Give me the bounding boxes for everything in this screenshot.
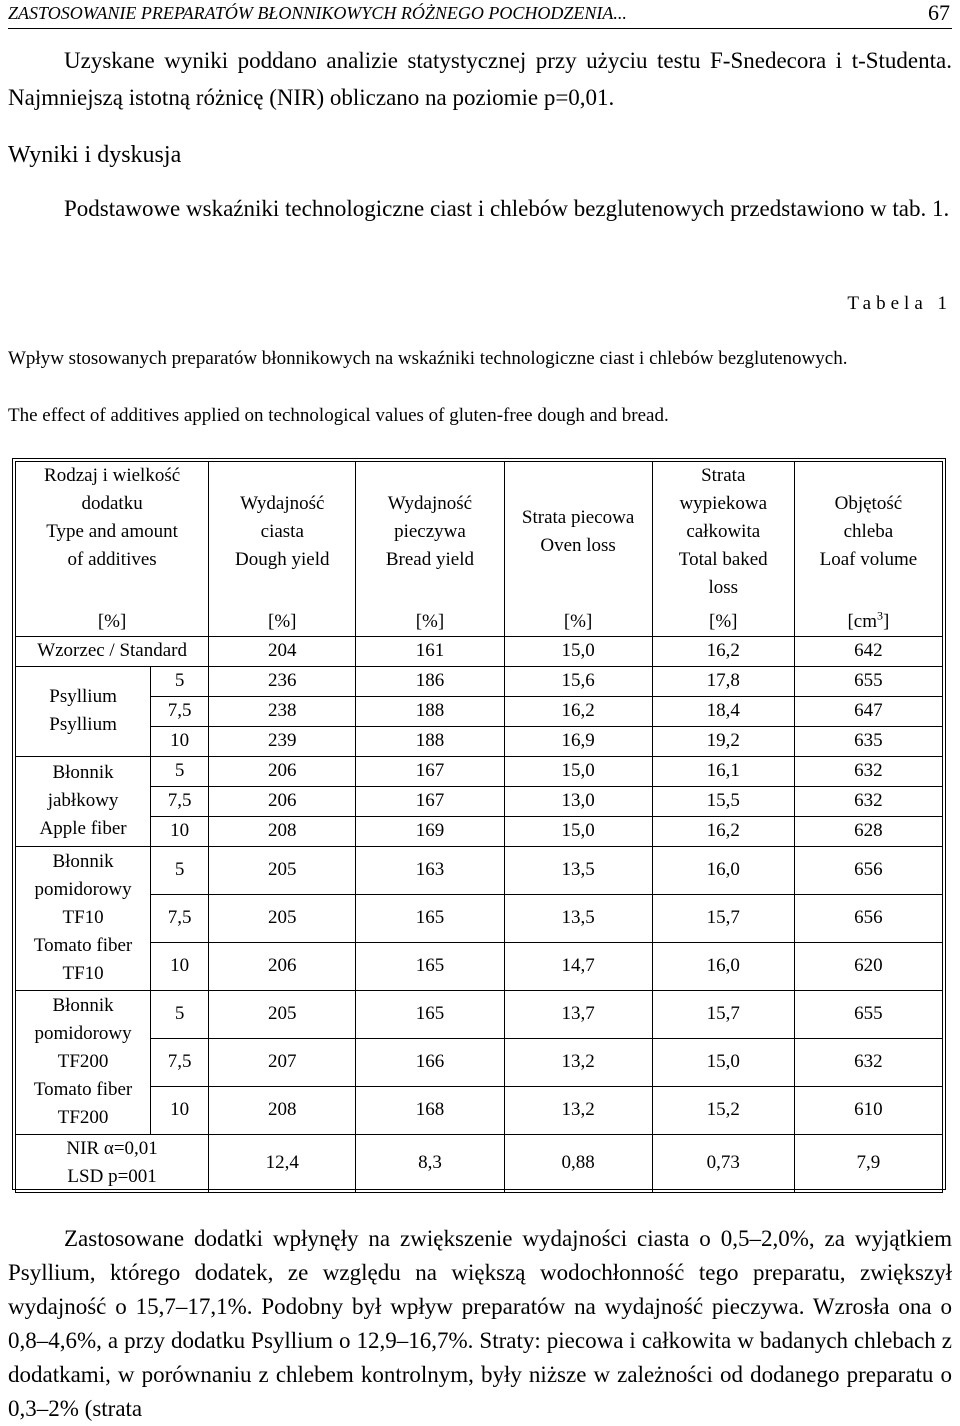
- col-header-oven-loss: Strata piecowa Oven loss: [504, 462, 652, 603]
- table-cell: 642: [794, 636, 942, 666]
- table-cell: 207: [209, 1038, 356, 1086]
- table-cell: 204: [209, 636, 356, 666]
- amount-cell: 10: [151, 726, 209, 756]
- table-cell: 15,0: [504, 816, 652, 846]
- table-cell: 19,2: [652, 726, 794, 756]
- table-row: [16, 1086, 943, 1134]
- table-cell: 15,7: [652, 990, 794, 1038]
- table-cell: 161: [356, 636, 504, 666]
- table-row-standard: [16, 636, 943, 666]
- table-row-lsd: [16, 1134, 943, 1192]
- table-cell: 655: [794, 990, 942, 1038]
- running-header: [8, 0, 952, 29]
- results-table-frame: [12, 458, 946, 1190]
- section-paragraph: [8, 190, 952, 227]
- table-caption-pl: Wpływ stosowanych preparatów błonnikowych na wskaźniki technologiczne ciast i chlebów bezglutenowych.: [8, 348, 848, 369]
- table-cell: 13,2: [504, 1086, 652, 1134]
- table-cell: 17,8: [652, 666, 794, 696]
- col-header-dough-yield: Wydajność ciasta Dough yield: [209, 462, 356, 603]
- unit-cell: [%]: [652, 602, 794, 636]
- table-cell: 656: [794, 894, 942, 942]
- table-cell: 208: [209, 1086, 356, 1134]
- table-row: [16, 894, 943, 942]
- unit-cell: [%]: [209, 602, 356, 636]
- amount-cell: 5: [151, 756, 209, 786]
- table-cell: 205: [209, 894, 356, 942]
- table-cell: 167: [356, 756, 504, 786]
- table-cell: 620: [794, 942, 942, 990]
- col-header-bread-yield: Wydajność pieczywa Bread yield: [356, 462, 504, 603]
- table-cell: 206: [209, 756, 356, 786]
- table-cell: 632: [794, 756, 942, 786]
- table-row: [16, 726, 943, 756]
- page-number: 67: [928, 0, 950, 25]
- group-label-tomato-fiber-tf200: Błonnik pomidorowy TF200 Tomato fiber TF200: [16, 990, 151, 1134]
- amount-cell: 7,5: [151, 1038, 209, 1086]
- table-cell: 7,9: [794, 1134, 942, 1192]
- group-label-apple-fiber: Błonnik jabłkowy Apple fiber: [16, 756, 151, 846]
- units-row: [16, 602, 943, 636]
- section-text: Podstawowe wskaźniki technologiczne ciast i chlebów bezglutenowych przedstawiono w tab. 1.: [64, 196, 950, 221]
- table-cell: 16,2: [652, 816, 794, 846]
- table-cell: 165: [356, 990, 504, 1038]
- table-cell: 656: [794, 846, 942, 894]
- table-cell: 163: [356, 846, 504, 894]
- intro-text: Uzyskane wyniki poddano analizie statystycznej przy użyciu testu F-Snedecora i t-Studenta. Najmniejszą istotną różnicę (NIR) obliczano na poziomie p=0,01.: [8, 48, 952, 110]
- table-cell: 16,9: [504, 726, 652, 756]
- table-cell: 239: [209, 726, 356, 756]
- unit-cell: [%]: [504, 602, 652, 636]
- group-label-psyllium: Psyllium Psyllium: [16, 666, 151, 756]
- table-cell: 13,0: [504, 786, 652, 816]
- table-cell: 12,4: [209, 1134, 356, 1192]
- table-cell: 635: [794, 726, 942, 756]
- table-cell: 13,5: [504, 846, 652, 894]
- table-cell: 236: [209, 666, 356, 696]
- table-cell: 188: [356, 696, 504, 726]
- amount-cell: 10: [151, 816, 209, 846]
- table-cell: 13,7: [504, 990, 652, 1038]
- table-cell: 15,0: [504, 756, 652, 786]
- amount-cell: 5: [151, 666, 209, 696]
- table-row: [16, 1038, 943, 1086]
- table-label: Tabela 1: [847, 293, 952, 314]
- table-row: [16, 816, 943, 846]
- table-cell: 15,5: [652, 786, 794, 816]
- table-cell: 15,0: [652, 1038, 794, 1086]
- table-cell: 16,2: [504, 696, 652, 726]
- table-cell: 655: [794, 666, 942, 696]
- table-cell: 13,2: [504, 1038, 652, 1086]
- intro-paragraph: [8, 42, 952, 116]
- table-cell: 16,2: [652, 636, 794, 666]
- table-cell: 0,88: [504, 1134, 652, 1192]
- table-cell: 632: [794, 1038, 942, 1086]
- table-cell: 15,7: [652, 894, 794, 942]
- table-row: [16, 942, 943, 990]
- discussion-text: Zastosowane dodatki wpłynęły na zwiększenie wydajności ciasta o 0,5–2,0%, za wyjątkiem Psyllium, którego dodatek, ze względu na większą wodochłonność tego preparatu, zwiększył wydajność o 15,7–17,1%. Podobny był wpływ preparatów na wydajność pieczywa. Wzrosła ona o 0,8–4,6%, a przy dodatku Psyllium o 12,9–16,7%. Straty: piecowa i całkowita w badanych chlebach z dodatkami, w porównaniu z chlebem kontrolnym, były niższe w zależności od dodanego preparatu o 0,3–2% (strata: [8, 1226, 952, 1421]
- table-cell: 165: [356, 894, 504, 942]
- table-cell: 186: [356, 666, 504, 696]
- table-cell: 168: [356, 1086, 504, 1134]
- running-title: ZASTOSOWANIE PREPARATÓW BŁONNIKOWYCH RÓŻNEGO POCHODZENIA...: [8, 3, 627, 23]
- amount-cell: 5: [151, 990, 209, 1038]
- table-cell: 16,0: [652, 846, 794, 894]
- amount-cell: 10: [151, 942, 209, 990]
- row-label: Wzorzec / Standard: [16, 636, 209, 666]
- amount-cell: 5: [151, 846, 209, 894]
- table-cell: 15,0: [504, 636, 652, 666]
- table-cell: 18,4: [652, 696, 794, 726]
- header-row: [16, 462, 943, 603]
- table-cell: 15,2: [652, 1086, 794, 1134]
- table-row: [16, 990, 943, 1038]
- table-cell: 647: [794, 696, 942, 726]
- table-row: [16, 666, 943, 696]
- col-header-loaf-volume: Objętość chleba Loaf volume: [794, 462, 942, 603]
- table-cell: 206: [209, 942, 356, 990]
- table-cell: 16,1: [652, 756, 794, 786]
- table-cell: 13,5: [504, 894, 652, 942]
- table-cell: 205: [209, 846, 356, 894]
- amount-cell: 7,5: [151, 786, 209, 816]
- table-row: [16, 696, 943, 726]
- unit-cell: [%]: [16, 602, 209, 636]
- table-cell: 238: [209, 696, 356, 726]
- table-cell: 205: [209, 990, 356, 1038]
- results-table: [15, 461, 943, 1193]
- table-cell: 8,3: [356, 1134, 504, 1192]
- table-cell: 169: [356, 816, 504, 846]
- col-header-total-baked-loss: Strata wypiekowa całkowita Total baked loss: [652, 462, 794, 603]
- row-label-lsd: NIR α=0,01 LSD p=001: [16, 1134, 209, 1192]
- unit-cell: $[cm^3]$: [794, 602, 942, 636]
- group-label-tomato-fiber-tf10: Błonnik pomidorowy TF10 Tomato fiber TF10: [16, 846, 151, 990]
- unit-cell: [%]: [356, 602, 504, 636]
- table-row: [16, 756, 943, 786]
- table-cell: 14,7: [504, 942, 652, 990]
- table-cell: 165: [356, 942, 504, 990]
- amount-cell: 10: [151, 1086, 209, 1134]
- table-row: [16, 786, 943, 816]
- table-cell: 632: [794, 786, 942, 816]
- table-cell: 610: [794, 1086, 942, 1134]
- table-cell: 15,6: [504, 666, 652, 696]
- table-cell: 208: [209, 816, 356, 846]
- section-heading: Wyniki i dyskusja: [8, 142, 182, 168]
- table-cell: 167: [356, 786, 504, 816]
- table-cell: 16,0: [652, 942, 794, 990]
- amount-cell: 7,5: [151, 894, 209, 942]
- table-cell: 628: [794, 816, 942, 846]
- table-cell: 206: [209, 786, 356, 816]
- discussion-paragraph: [8, 1222, 952, 1426]
- table-row: [16, 846, 943, 894]
- table-cell: 188: [356, 726, 504, 756]
- col-header-additive: Rodzaj i wielkość dodatku Type and amount of additives: [16, 462, 209, 603]
- table-caption-en: The effect of additives applied on technological values of gluten-free dough and bread.: [8, 405, 669, 426]
- table-cell: 166: [356, 1038, 504, 1086]
- amount-cell: 7,5: [151, 696, 209, 726]
- table-cell: 0,73: [652, 1134, 794, 1192]
